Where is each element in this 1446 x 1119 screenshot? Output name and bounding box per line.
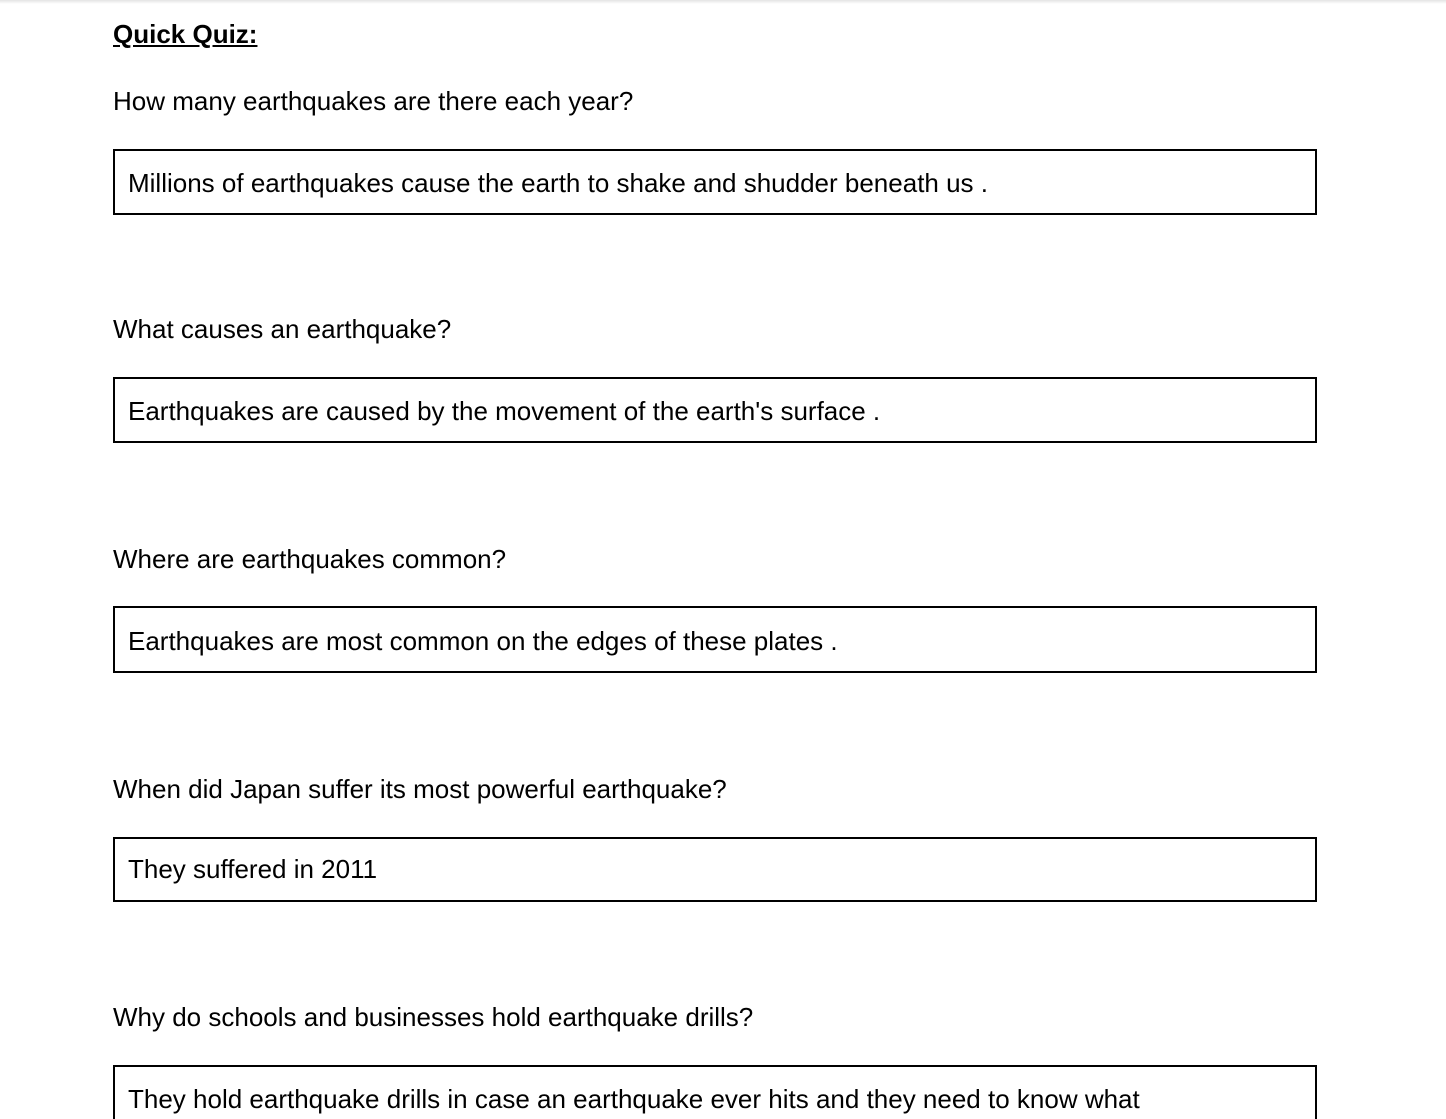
answer-box-2[interactable] [113,377,1317,443]
question-2: What causes an earthquake? [113,314,452,344]
answer-text-1: Millions of earthquakes cause the earth to shake and shudder beneath us . [128,168,989,198]
question-5: Why do schools and businesses hold earthquake drills? [113,1002,754,1032]
answer-text-5: They hold earthquake drills in case an earthquake ever hits and they need to know what [128,1084,1140,1114]
quiz-title: Quick Quiz: [113,19,258,49]
answer-box-1[interactable] [113,149,1317,215]
answer-box-3[interactable] [113,606,1317,673]
question-4: When did Japan suffer its most powerful earthquake? [113,774,727,804]
question-3: Where are earthquakes common? [113,544,507,574]
answer-text-2: Earthquakes are caused by the movement of the earth's surface . [128,396,881,426]
question-1: How many earthquakes are there each year? [113,86,634,116]
answer-box-4[interactable] [113,837,1317,902]
answer-text-4: They suffered in 2011 [128,854,378,884]
top-edge-shadow [0,0,1446,4]
answer-box-5[interactable] [113,1065,1317,1119]
answer-text-3: Earthquakes are most common on the edges of these plates . [128,626,838,656]
